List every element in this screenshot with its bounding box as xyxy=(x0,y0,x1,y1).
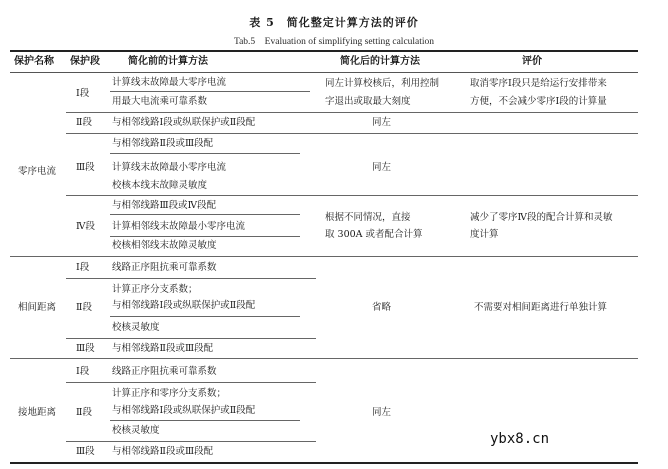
before-method: 与相邻线路Ⅰ段或纵联保护或Ⅱ段配 xyxy=(112,405,256,416)
row-divider xyxy=(66,112,638,113)
header-before-method: 简化前的计算方法 xyxy=(128,56,208,67)
after-method: 同左 xyxy=(372,117,392,128)
before-method: 与相邻线路Ⅱ段或Ⅲ段配 xyxy=(112,343,214,354)
row-divider xyxy=(66,338,316,339)
after-method: 同左 xyxy=(372,407,392,418)
segment-label: Ⅲ段 xyxy=(76,343,95,354)
segment-label: Ⅰ段 xyxy=(76,262,90,273)
table-title-en: Tab.5 Evaluation of simplifying setting calculation xyxy=(233,37,435,47)
row-divider xyxy=(110,214,300,215)
before-method: 计算正序分支系数； xyxy=(112,284,198,295)
row-divider xyxy=(66,133,638,134)
segment-label: Ⅱ段 xyxy=(76,117,92,128)
evaluation: 方便，不会减少零序Ⅰ段的计算量 xyxy=(470,96,607,107)
bottom-rule xyxy=(10,462,638,464)
row-divider xyxy=(110,236,300,237)
before-method: 线路正序阻抗乘可靠系数 xyxy=(112,366,217,377)
group-divider xyxy=(10,358,638,359)
before-method: 计算线末故障最小零序电流 xyxy=(112,162,227,173)
row-divider xyxy=(66,195,638,196)
group-name-phase-distance: 相间距离 xyxy=(18,302,57,313)
row-divider xyxy=(110,420,300,421)
before-method: 计算相邻线末故障最小零序电流 xyxy=(112,221,246,232)
evaluation: 度计算 xyxy=(470,229,499,240)
segment-label: Ⅰ段 xyxy=(76,88,90,99)
row-divider xyxy=(66,382,316,383)
row-divider xyxy=(66,278,316,279)
after-method: 同左 xyxy=(372,162,392,173)
table-title-cn: 表 5 简化整定计算方法的评价 xyxy=(249,16,419,29)
before-method: 计算正序和零序分支系数； xyxy=(112,388,227,399)
before-method: 与相邻线路Ⅰ段或纵联保护或Ⅱ段配 xyxy=(112,117,256,128)
after-method: 同左计算校核后，利用控制 xyxy=(325,78,440,89)
group-divider xyxy=(10,256,638,257)
header-protection-segment: 保护段 xyxy=(70,56,100,67)
evaluation: 减少了零序Ⅳ段的配合计算和灵敏 xyxy=(470,212,613,223)
segment-label: Ⅱ段 xyxy=(76,407,92,418)
after-method: 字退出或取最大刻度 xyxy=(325,96,411,107)
header-evaluation: 评价 xyxy=(522,56,542,67)
row-divider xyxy=(110,153,300,154)
row-divider xyxy=(110,91,310,92)
top-rule xyxy=(10,50,638,52)
segment-label: Ⅱ段 xyxy=(76,302,92,313)
group-name-zero-seq: 零序电流 xyxy=(18,166,57,177)
header-rule xyxy=(10,72,638,73)
segment-label: Ⅲ段 xyxy=(76,446,95,457)
header-after-method: 简化后的计算方法 xyxy=(340,56,420,67)
header-protection-name: 保护名称 xyxy=(14,56,54,67)
before-method: 校核灵敏度 xyxy=(112,322,160,333)
before-method: 与相邻线路Ⅲ段或Ⅳ段配 xyxy=(112,200,217,211)
before-method: 校核相邻线末故障灵敏度 xyxy=(112,240,217,251)
group-name-ground-distance: 接地距离 xyxy=(18,407,57,418)
before-method: 与相邻线路Ⅱ段或Ⅲ段配 xyxy=(112,138,214,149)
row-divider xyxy=(110,316,300,317)
row-divider xyxy=(66,441,316,442)
after-method: 省略 xyxy=(372,302,392,313)
evaluation: 不需要对相间距离进行单独计算 xyxy=(474,302,608,313)
after-method: 取 300A 或者配合计算 xyxy=(325,229,423,240)
segment-label: Ⅳ段 xyxy=(76,221,95,232)
before-method: 用最大电流乘可靠系数 xyxy=(112,96,208,107)
before-method: 与相邻线路Ⅱ段或Ⅲ段配 xyxy=(112,446,214,457)
before-method: 校核灵敏度 xyxy=(112,425,160,436)
before-method: 与相邻线路Ⅰ段或纵联保护或Ⅱ段配 xyxy=(112,300,256,311)
before-method: 计算线末故障最大零序电流 xyxy=(112,77,227,88)
before-method: 校核本线末故障灵敏度 xyxy=(112,180,208,191)
after-method: 根据不同情况，直接 xyxy=(325,212,411,223)
segment-label: Ⅰ段 xyxy=(76,366,90,377)
segment-label: Ⅲ段 xyxy=(76,162,95,173)
before-method: 线路正序阻抗乘可靠系数 xyxy=(112,262,217,273)
watermark: ybx8.cn xyxy=(490,431,550,447)
evaluation: 取消零序Ⅰ段只是给运行安排带来 xyxy=(470,78,607,89)
